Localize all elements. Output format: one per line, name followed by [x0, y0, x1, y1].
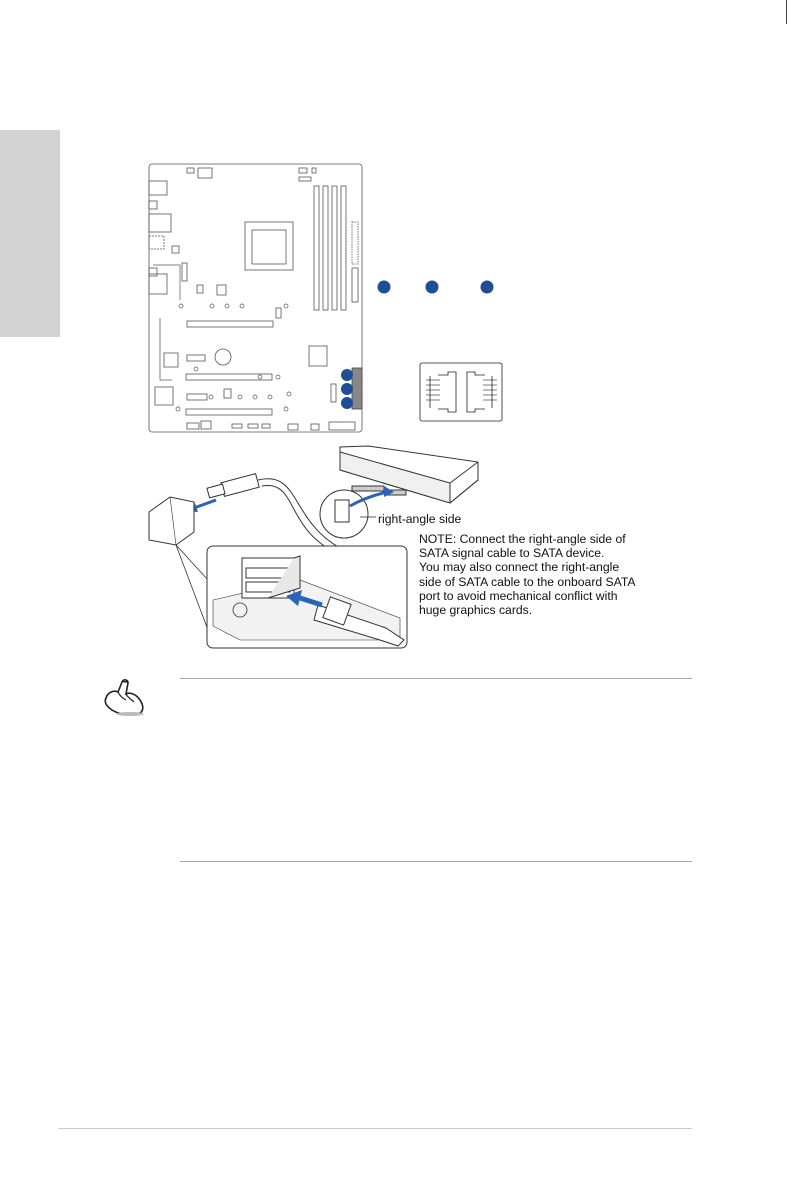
- sata-cable: [207, 474, 368, 554]
- installation-note: [419, 532, 659, 617]
- note-box-bottom-rule: [180, 861, 692, 862]
- sata-port-marker-2: [341, 383, 353, 395]
- sata-ports-onboard: [341, 368, 362, 409]
- zoom-inset: [207, 546, 407, 648]
- note-line: NOTE: Connect the right-angle side of: [419, 532, 626, 546]
- note-box-top-rule: [180, 678, 692, 679]
- legend-marker-2: [426, 281, 439, 294]
- sata-drive-illustration: [340, 446, 478, 503]
- note-line: You may also connect the right-angle: [419, 560, 620, 575]
- arrow-out: [194, 500, 216, 508]
- note-line: huge graphics cards.: [419, 603, 533, 618]
- note-line: port to avoid mechanical conflict with: [419, 588, 618, 603]
- board-corner-block: [149, 497, 194, 545]
- legend-marker-1: [378, 281, 391, 294]
- note-line: side of SATA cable to the onboard SATA: [419, 574, 636, 589]
- sata-port-marker-1: [341, 369, 353, 381]
- footer-rule: [58, 1128, 692, 1129]
- sata-port-marker-3: [341, 397, 353, 409]
- legend-marker-3: [481, 281, 494, 294]
- hand-caution-icon: [100, 676, 152, 716]
- motherboard-diagram: [149, 164, 362, 432]
- right-angle-side-label: right-angle side: [378, 512, 462, 526]
- note-line: SATA signal cable to SATA device.: [419, 546, 605, 561]
- sata-pinout-diagram: [420, 363, 502, 421]
